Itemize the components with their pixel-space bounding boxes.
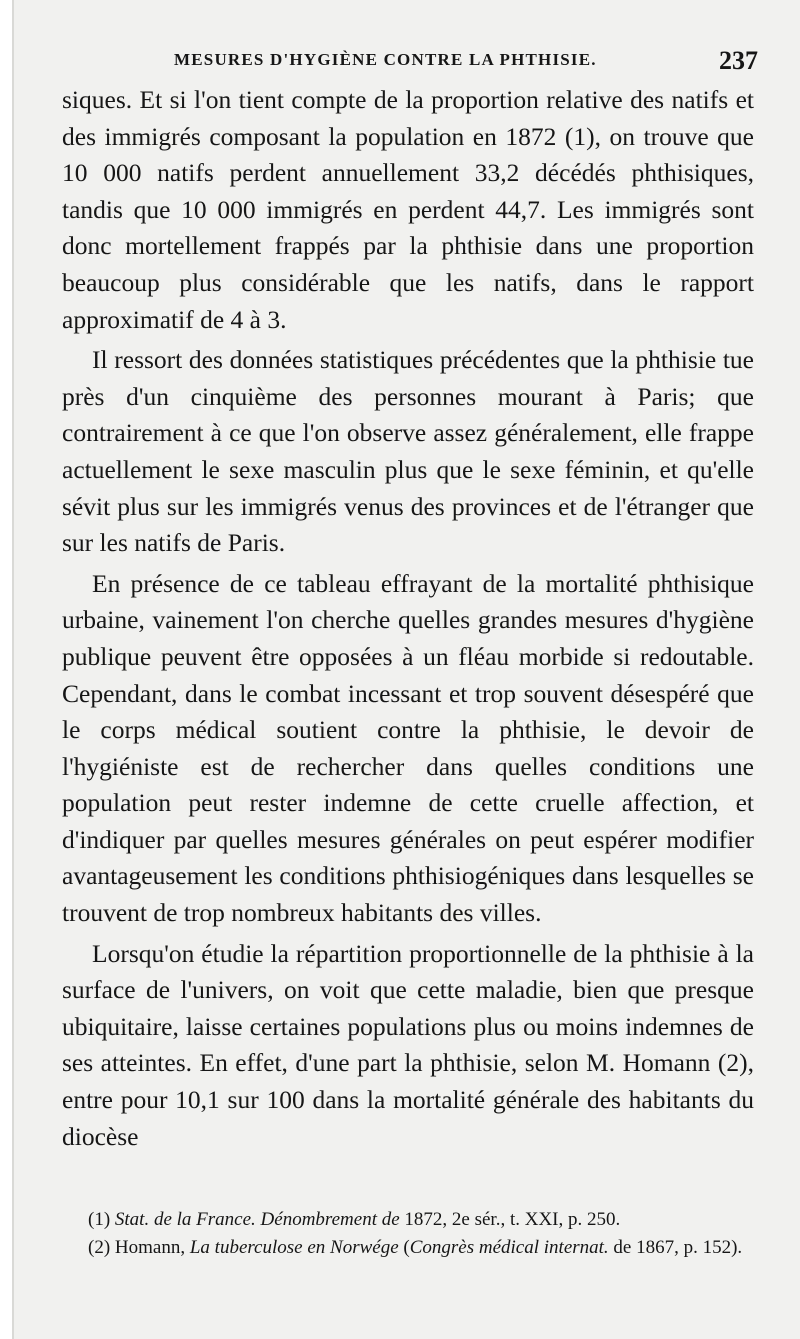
footnote-text: de 1867, p. 152). <box>613 1237 743 1258</box>
footnote-title: La tuberculose en Norwége <box>189 1237 399 1258</box>
footnote-source: Stat. de la France. Dénombrement de <box>114 1209 400 1230</box>
footnote-paren: ( <box>403 1237 410 1258</box>
paragraph-continuation: siques. Et si l'on tient compte de la proportion relative des natifs et des immigrés composant la population en 1872 (1), on trouve que 10 000 natifs perdent annuellement 33,2 décédés phthisiques, tandis que 10 000 immigrés en perdent 44,7. Les immigrés sont donc mortellement frappés par la phthisie dans une proportion beaucoup plus considérable que les natifs, dans le rapport approximatif de 4 à 3. <box>62 85 754 334</box>
footnote-congress: Congrès médical internat. <box>409 1237 609 1258</box>
paragraph: En présence de ce tableau effrayant de la mortalité phthisique urbaine, vainement l'on cherche quelles grandes mesures d'hygiène publique peuvent être opposées à un fléau morbide si redoutable. Cependant, dans le combat incessant et trop souvent désespéré que le corps médical soutient contre la phthisie, le devoir de l'hygiéniste est de rechercher dans quelles conditions une population peut rester indemne de cette cruelle affection, et d'indiquer par quelles mesures générales on peut espérer modifier avantageusement les conditions phthisiogéniques dans lesquelles se trouvent de trop nombreux habitants des villes. <box>62 568 754 928</box>
page-number: 237 <box>719 46 758 75</box>
footnote-author: Homann, <box>114 1237 186 1258</box>
footnote-1 <box>62 1206 754 1234</box>
running-title: MESURES D'HYGIÈNE CONTRE LA PHTHISIE. <box>174 50 597 69</box>
paragraph: Il ressort des données statistiques précédentes que la phthisie tue près d'un cinquième des personnes mourant à Paris; que contrairement à ce que l'on observe assez généralement, elle frappe actuellement le sexe masculin plus que le sexe féminin, et qu'elle sévit plus sur les immigrés venus des provinces et de l'étranger que sur les natifs de Paris. <box>62 345 754 558</box>
footnote-text: 1872, 2e sér., t. XXI, p. 250. <box>404 1209 621 1230</box>
footnote-marker: (2) <box>88 1237 111 1258</box>
paragraph: Lorsqu'on étudie la répartition proportionnelle de la phthisie à la surface de l'univers, on voit que cette maladie, bien que presque ubiquitaire, laisse certaines populations plus ou moins indemnes de ses atteintes. En effet, d'une part la phthisie, selon M. Homann (2), entre pour 10,1 sur 100 dans la mortalité générale des habitants du diocèse <box>62 938 754 1151</box>
footnote-marker: (1) <box>88 1209 111 1230</box>
footnote-2 <box>62 1234 754 1262</box>
running-head <box>62 46 758 76</box>
footnotes <box>62 1206 754 1262</box>
body-text <box>62 82 754 1155</box>
book-page <box>12 0 800 1339</box>
